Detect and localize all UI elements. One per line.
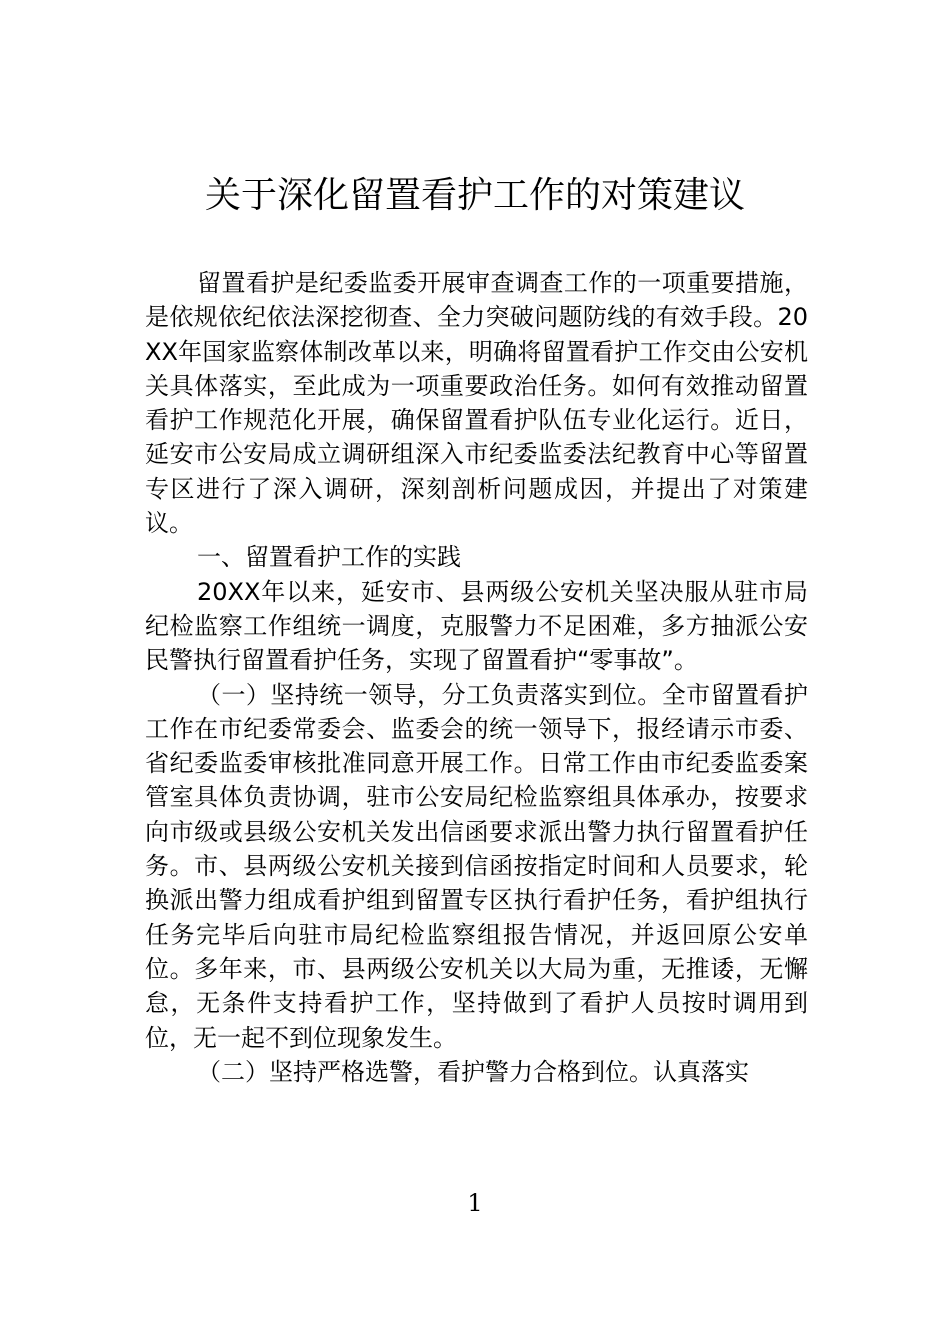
- paragraph-subsection-1: （一）坚持统一领导，分工负责落实到位。全市留置看护工作在市纪委常委会、监委会的统一领导下，报经请示市委、省纪委监委审核批准同意开展工作。日常工作由市纪委监委案管室具体负责协调，驻市公安局纪检监察组具体承办，按要求向市级或县级公安机关发出信函要求派出警力执行留置看护任务。市、县两级公安机关接到信函按指定时间和人员要求，轮换派出警力组成看护组到留置专区执行看护任务，看护组执行任务完毕后向驻市局纪检监察组报告情况，并返回原公安单位。多年来，市、县两级公安机关以大局为重，无推诿，无懈怠，无条件支持看护工作，坚持做到了看护人员按时调用到位，无一起不到位现象发生。: [145, 680, 808, 1052]
- document-body: [145, 266, 808, 1089]
- page-number: 1: [467, 1189, 483, 1217]
- paragraph-section-1-summary: 20XX年以来，延安市、县两级公安机关坚决服从驻市局纪检监察工作组统一调度，克服警力不足困难，多方抽派公安民警执行留置看护任务，实现了留置看护“零事故”。: [145, 577, 808, 675]
- document-title: 关于深化留置看护工作的对策建议: [204, 175, 745, 216]
- paragraph-intro: 留置看护是纪委监委开展审查调查工作的一项重要措施，是依规依纪依法深挖彻查、全力突破问题防线的有效手段。20XX年国家监察体制改革以来，明确将留置看护工作交由公安机关具体落实，至此成为一项重要政治任务。如何有效推动留置看护工作规范化开展，确保留置看护队伍专业化运行。近日，延安市公安局成立调研组深入市纪委监委法纪教育中心等留置专区进行了深入调研，深刻剖析问题成因，并提出了对策建议。: [145, 269, 808, 538]
- paragraph-subsection-2: （二）坚持严格选警，看护警力合格到位。认真落实: [197, 1057, 749, 1086]
- section-heading-1: 一、留置看护工作的实践: [197, 543, 461, 572]
